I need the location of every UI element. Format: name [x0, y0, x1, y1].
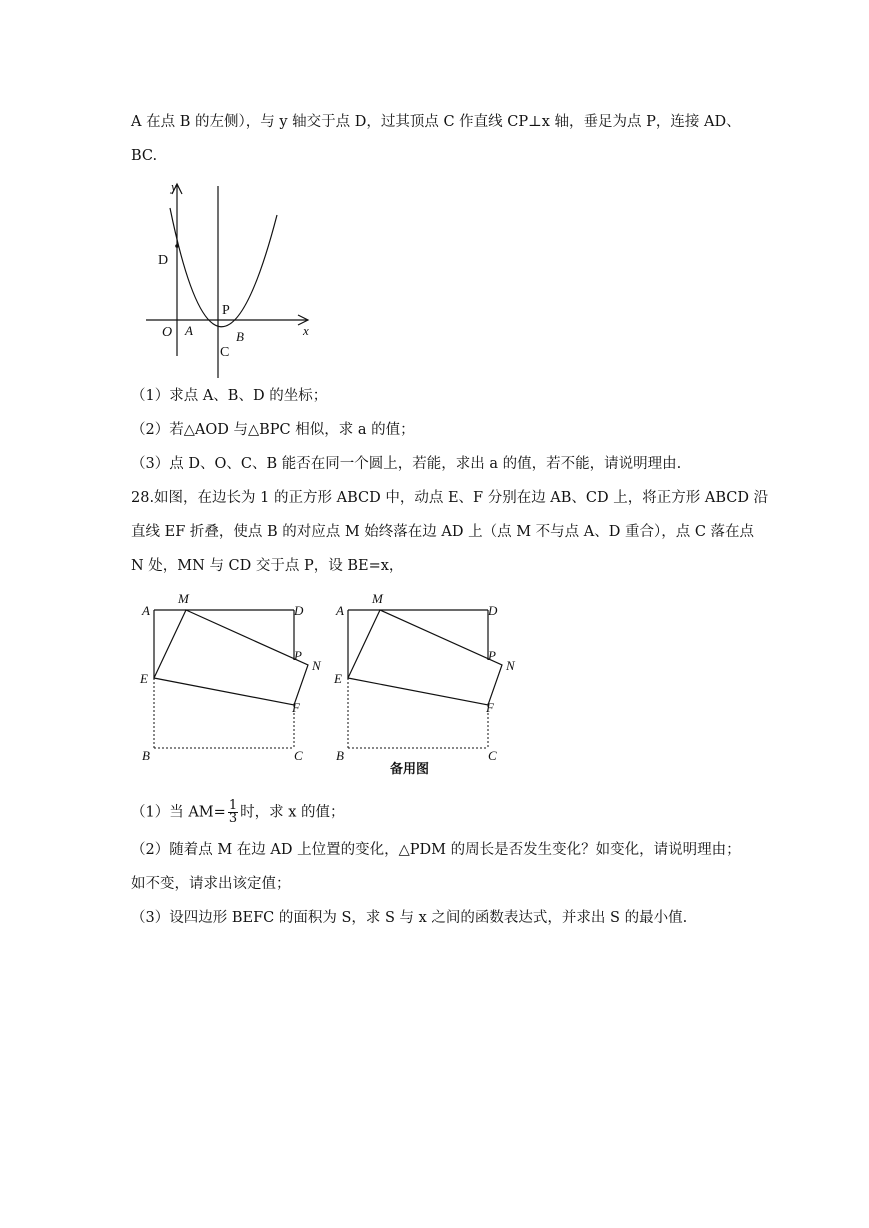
fig3-label-A: A — [336, 603, 344, 618]
q28-text-line-2: 直线 EF 折叠，使点 B 的对应点 M 始终落在边 AD 上（点 M 不与点 A、D 重合），点 C 落在点 — [131, 524, 755, 540]
fraction-denominator: 3 — [228, 811, 238, 826]
fig3-label-D: D — [488, 603, 498, 618]
fig2-label-C: C — [294, 748, 303, 763]
fig2-label-F: F — [292, 700, 300, 715]
fig2-label-D: D — [294, 603, 304, 618]
spare-figure-caption: 备用图 — [390, 762, 430, 777]
parabola-figure — [140, 178, 320, 378]
fig1-label-y: y — [171, 179, 177, 194]
fig1-label-x: x — [303, 323, 309, 338]
fig3-label-E: E — [334, 671, 342, 686]
q28-sub1-suffix: 时，求 x 的值； — [240, 804, 345, 821]
square-fold-figure — [136, 588, 332, 768]
q27-text-line-2: BC. — [131, 148, 158, 164]
fraction-one-third — [228, 800, 238, 825]
fig2-label-A: A — [142, 603, 150, 618]
q28-text-line-3: N 处，MN 与 CD 交于点 P，设 BE=x， — [131, 558, 404, 574]
q28-sub2-line-2: 如不变，请求出该定值； — [131, 876, 291, 892]
fig2-label-M: M — [178, 591, 189, 606]
fig2-label-E: E — [140, 671, 148, 686]
q27-sub2: （2）若△AOD 与△BPC 相似，求 a 的值； — [131, 422, 415, 438]
q27-sub1: （1）求点 A、B、D 的坐标； — [131, 388, 328, 404]
fig3-label-B: B — [336, 748, 344, 763]
fig1-label-O: O — [162, 325, 173, 340]
fig1-label-C: C — [220, 345, 230, 360]
fig1-label-A: A — [185, 323, 193, 338]
fig3-label-P: P — [488, 648, 496, 663]
fig1-label-D: D — [158, 253, 169, 268]
q28-sub1-prefix: （1）当 AM= — [131, 804, 226, 821]
fig1-label-P: P — [222, 303, 230, 318]
fraction-numerator: 1 — [228, 798, 238, 813]
fig3-label-C: C — [488, 748, 497, 763]
fig3-label-F: F — [486, 700, 494, 715]
q28-sub2-line-1: （2）随着点 M 在边 AD 上位置的变化，△PDM 的周长是否发生变化？如变化，请说明理由； — [131, 842, 741, 858]
fig2-label-N: N — [312, 658, 321, 673]
fig1-label-B: B — [236, 329, 244, 344]
fig3-label-M: M — [372, 591, 383, 606]
q27-text-line-1: A 在点 B 的左侧），与 y 轴交于点 D，过其顶点 C 作直线 CP⊥x 轴，垂足为点 P，连接 AD、 — [131, 114, 741, 130]
spare-square-figure — [330, 588, 526, 780]
fig2-label-B: B — [142, 748, 150, 763]
fig3-label-N: N — [506, 658, 515, 673]
q28-sub1 — [131, 800, 345, 825]
fig2-label-P: P — [294, 648, 302, 663]
q28-text-line-1: 28.如图，在边长为 1 的正方形 ABCD 中，动点 E、F 分别在边 AB、CD 上，将正方形 ABCD 沿 — [131, 490, 769, 506]
q28-sub3: （3）设四边形 BEFC 的面积为 S，求 S 与 x 之间的函数表达式，并求出 S 的最小值. — [131, 910, 688, 926]
q27-sub3: （3）点 D、O、C、B 能否在同一个圆上，若能，求出 a 的值，若不能，请说明理由. — [131, 456, 682, 472]
